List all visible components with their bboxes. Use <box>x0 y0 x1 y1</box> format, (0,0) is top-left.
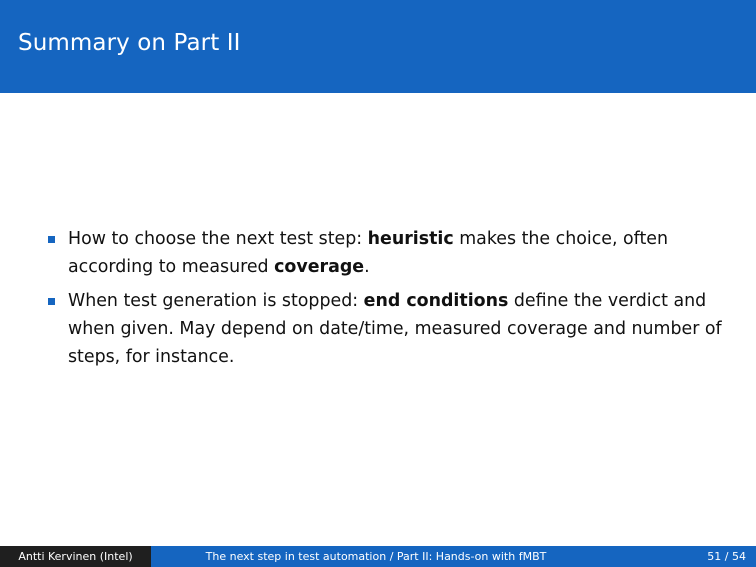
bullet-item-heuristic <box>48 225 728 281</box>
bold-term-end-conditions: end conditions <box>363 291 509 311</box>
bullet-list <box>48 225 728 377</box>
bold-term-coverage: coverage <box>274 257 365 277</box>
bullet-text: When test generation is stopped: end conditions define the verdict and when given. May depend on date/time, measured coverage and number of steps, for instance. <box>68 291 722 367</box>
footer-page-number: 51 / 54 <box>601 546 756 567</box>
slide-title: Summary on Part II <box>18 30 241 56</box>
bullet-square-icon <box>48 236 55 243</box>
footer <box>0 546 756 567</box>
bold-term-heuristic: heuristic <box>367 229 454 249</box>
footer-talk-title: The next step in test automation / Part II: Hands-on with fMBT <box>151 546 601 567</box>
bullet-item-end-conditions <box>48 287 728 371</box>
bullet-square-icon <box>48 298 55 305</box>
bullet-text: How to choose the next test step: heuristic makes the choice, often according to measured coverage. <box>68 229 669 277</box>
footer-author: Antti Kervinen (Intel) <box>0 546 151 567</box>
title-bar <box>0 0 756 93</box>
